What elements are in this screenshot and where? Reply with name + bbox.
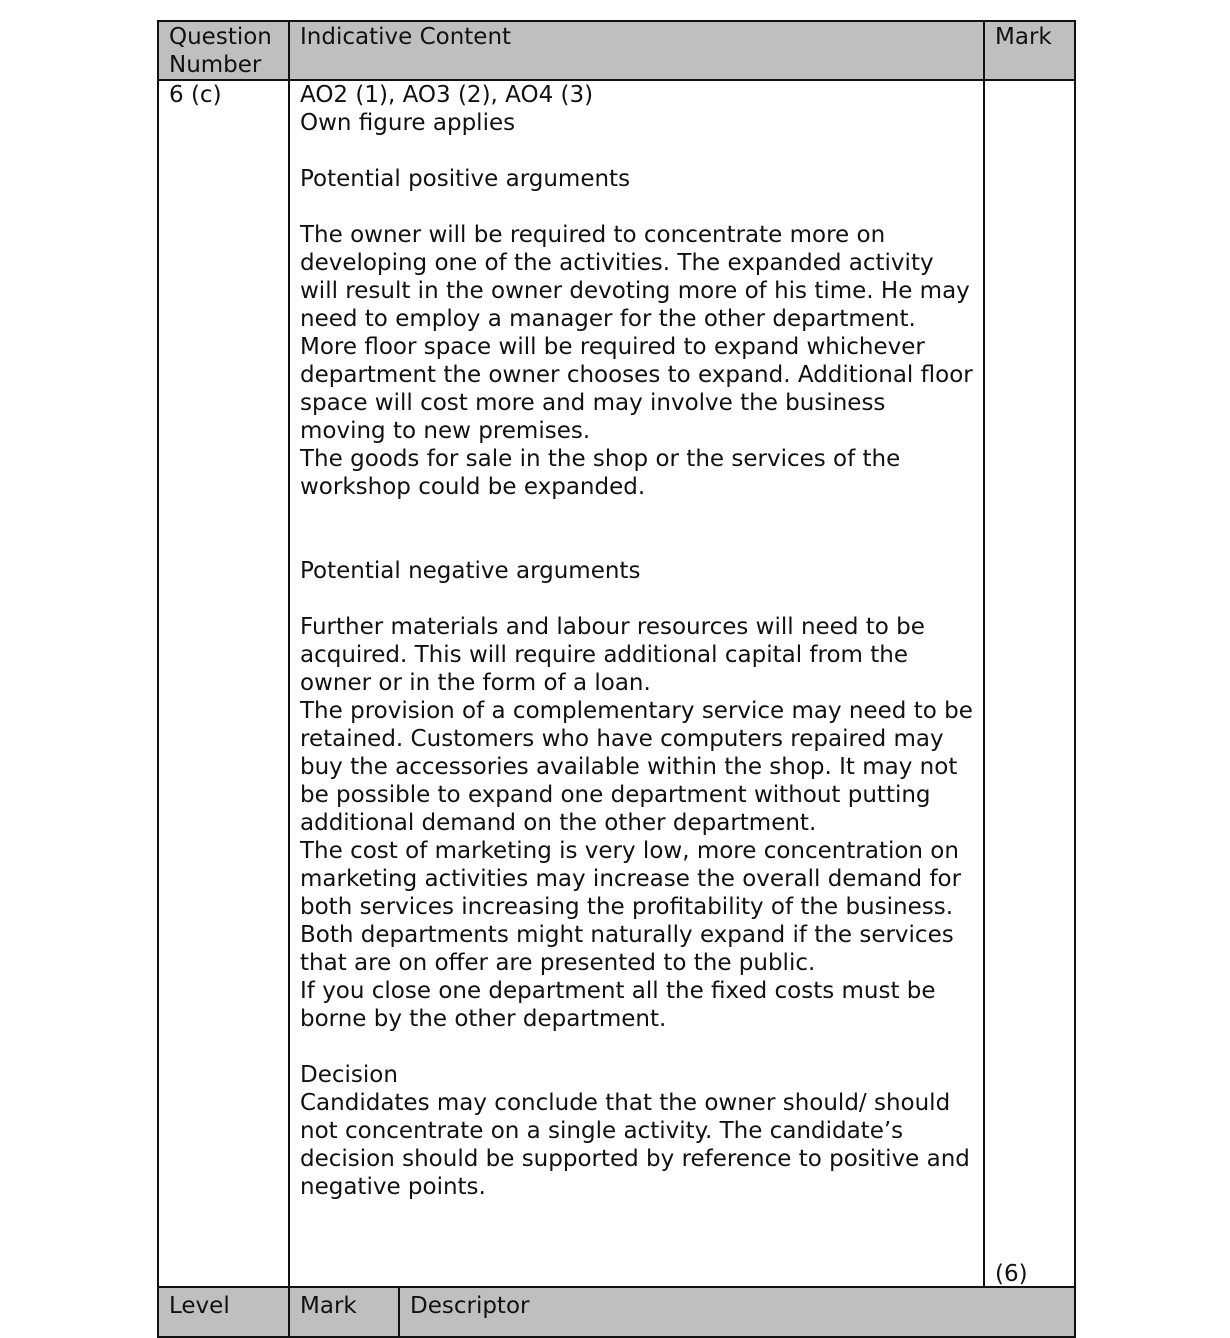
- table-header-row: [158, 21, 1075, 80]
- positive-point: More floor space will be required to expand whichever department the owner chooses to expand. Additional floor space will cost more and may involve the business moving to new premises.: [300, 334, 981, 444]
- mark-header: Mark: [984, 21, 1075, 80]
- descriptor-header: Descriptor: [399, 1287, 1075, 1337]
- negative-point: Further materials and labour resources will need to be acquired. This will require additional capital from the owner or in the form of a loan.: [300, 614, 933, 696]
- decision-heading: Decision: [300, 1062, 398, 1088]
- question-number-cell: [158, 80, 289, 1288]
- question-number-header: [158, 21, 289, 80]
- indicative-content-table: [157, 20, 1076, 1289]
- table-row: [158, 80, 1075, 1288]
- question-header-line1: Question: [169, 24, 272, 50]
- indicative-content-cell: [289, 80, 984, 1288]
- question-number: 6 (c): [169, 82, 222, 108]
- negative-point: The cost of marketing is very low, more concentration on marketing activities may increase the overall demand for both services increasing the profitability of the business.: [300, 838, 969, 920]
- mark-cell: [984, 80, 1075, 1288]
- assessment-objectives: AO2 (1), AO3 (2), AO4 (3): [300, 82, 594, 108]
- own-figure-note: Own figure applies: [300, 110, 516, 136]
- negative-point: If you close one department all the fixed costs must be borne by the other department.: [300, 978, 943, 1032]
- positive-arguments-heading: Potential positive arguments: [300, 166, 631, 192]
- negative-point: Both departments might naturally expand if the services that are on offer are presented to the public.: [300, 922, 962, 976]
- positive-point: The owner will be required to concentrate more on developing one of the activities. The expanded activity will result in the owner devoting more of his time. He may need to employ a manager for the other department.: [300, 222, 978, 332]
- level-header: Level: [158, 1287, 289, 1337]
- level-header-row: [158, 1287, 1075, 1337]
- indicative-content-header: Indicative Content: [289, 21, 984, 80]
- level-mark-header: Mark: [289, 1287, 399, 1337]
- negative-point: The provision of a complementary service may need to be retained. Customers who have computers repaired may buy the accessories available within the shop. It may not be possible to expand one department without putting additional demand on the other department.: [300, 698, 981, 836]
- positive-point: The goods for sale in the shop or the services of the workshop could be expanded.: [300, 446, 908, 500]
- negative-arguments-heading: Potential negative arguments: [300, 558, 641, 584]
- mark-value: (6): [995, 1261, 1028, 1287]
- level-descriptor-table: [157, 1286, 1076, 1338]
- question-header-line2: Number: [169, 52, 262, 78]
- decision-text: Candidates may conclude that the owner should/ should not concentrate on a single activity. The candidate’s decision should be supported by reference to positive and negative points.: [300, 1090, 978, 1200]
